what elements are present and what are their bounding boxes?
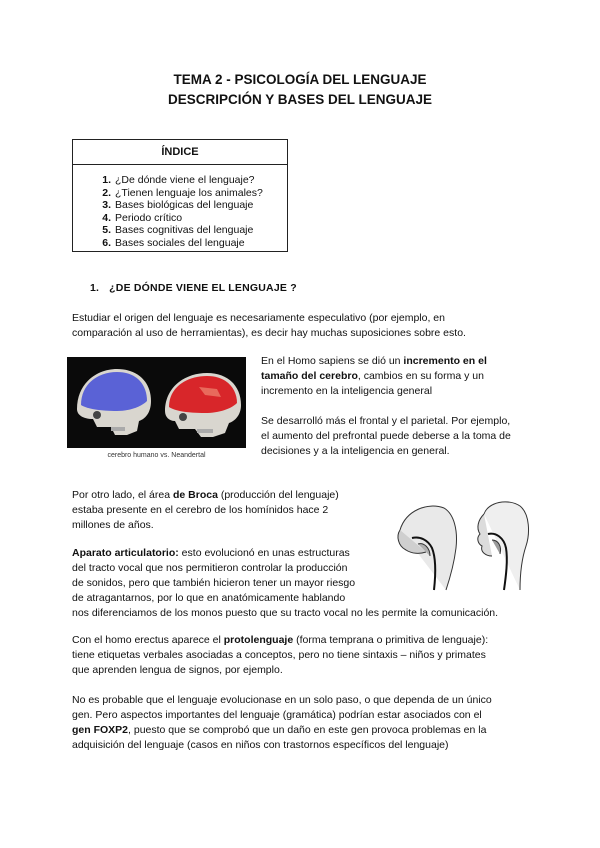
aparato-paragraph <box>72 546 498 621</box>
toc-item <box>93 237 287 250</box>
toc-item-text: Bases sociales del lenguaje <box>115 236 245 249</box>
toc-list <box>73 165 287 250</box>
toc-item-text: ¿De dónde viene el lenguaje? <box>115 174 255 186</box>
bold-run: Aparato articulatorio: <box>72 547 179 559</box>
text-line: de sonidos, pero que también hicieron tener un mayor riesgo <box>72 577 356 589</box>
bold-run: protolenguaje <box>223 634 294 646</box>
skull-comparison-image <box>67 357 246 448</box>
text-line: Se desarrolló más el frontal y el parietal. Por ejemplo, <box>261 415 511 427</box>
bold-run: tamaño del cerebro <box>261 370 358 382</box>
toc-item <box>93 224 287 237</box>
text-line: de atragantarnos, por lo que en anatómicamente hablando <box>72 592 346 604</box>
text-line: adquisición del lenguaje (casos en niños con trastornos específicos del lenguaje) <box>72 739 449 751</box>
text-line <box>72 633 488 648</box>
foxp2-paragraph <box>72 693 492 753</box>
toc-item <box>93 187 287 200</box>
intro-line: comparación al uso de herramientas), es decir hay muchas suposiciones sobre esto. <box>72 327 466 339</box>
toc-item-number: 6. <box>102 236 111 249</box>
intro-paragraph <box>72 311 466 341</box>
erectus-paragraph <box>72 633 488 678</box>
text-line <box>72 488 339 503</box>
text-line <box>261 369 487 384</box>
sapiens-paragraph <box>261 354 487 399</box>
text-run: Con el homo erectus aparece el <box>72 634 224 646</box>
toc-item-text: Bases cognitivas del lenguaje <box>115 224 254 237</box>
text-line: que aprenden lengua de signos, por ejemplo. <box>72 664 283 676</box>
title-line-1: TEMA 2 - PSICOLOGÍA DEL LENGUAJE <box>173 72 427 87</box>
text-line <box>72 546 498 561</box>
section-heading <box>90 282 297 294</box>
text-run: Por otro lado, el área <box>72 489 173 501</box>
toc-item <box>93 199 287 212</box>
toc-item-text: Periodo crítico <box>115 211 183 224</box>
table-of-contents <box>72 139 288 252</box>
toc-item-number: 2. <box>102 186 111 199</box>
broca-paragraph <box>72 488 339 533</box>
text-line: estaba presente en el cerebro de los homínidos hace 2 <box>72 504 329 516</box>
toc-item-number: 4. <box>102 211 111 224</box>
toc-item-number: 1. <box>102 174 111 186</box>
text-run: En el Homo sapiens se dió un <box>261 355 404 367</box>
text-line: gen. Pero aspectos importantes del lenguaje (gramática) podrían estar asociados con el <box>72 709 482 721</box>
text-line: del tracto vocal que nos permitieron controlar la producción <box>72 562 348 574</box>
toc-item-text: ¿Tienen lenguaje los animales? <box>115 186 263 199</box>
skulls-illustration <box>67 357 246 448</box>
text-line: tiene etiquetas verbales asociadas a conceptos, pero no tiene sintaxis – niños y primates <box>72 649 486 661</box>
text-run: esto evolucionó en unas estructuras <box>178 547 350 559</box>
intro-line: Estudiar el origen del lenguaje es necesariamente especulativo (por ejemplo, en <box>72 312 445 324</box>
toc-item <box>93 174 287 187</box>
toc-item-text: Bases biológicas del lenguaje <box>115 199 254 212</box>
text-line: decisiones y a la inteligencia en general. <box>261 445 450 457</box>
section-title: ¿DE DÓNDE VIENE EL LENGUAJE ? <box>109 282 297 294</box>
section-number: 1. <box>90 282 100 294</box>
bold-run: incremento en el <box>403 355 487 367</box>
text-line: nos diferenciamos de los monos puesto que su tracto vocal no les permite la comunicación. <box>72 607 499 619</box>
toc-heading: ÍNDICE <box>73 140 287 165</box>
text-run: (producción del lenguaje) <box>217 489 339 501</box>
toc-item-number: 3. <box>102 199 111 212</box>
text-line <box>72 723 492 738</box>
figure-caption: cerebro humano vs. Neandertal <box>107 452 206 459</box>
bold-run: gen FOXP2 <box>72 724 129 736</box>
text-line: millones de años. <box>72 519 154 531</box>
title-line-2: DESCRIPCIÓN Y BASES DEL LENGUAJE <box>167 92 433 107</box>
toc-item <box>93 212 287 225</box>
text-line <box>261 354 487 369</box>
text-run: (forma temprana o primitiva de lenguaje): <box>293 634 489 646</box>
text-run: , puesto que se comprobó que un daño en este gen provoca problemas en la <box>128 724 487 736</box>
bold-run: de Broca <box>172 489 218 501</box>
text-line: incremento en la inteligencia general <box>261 385 433 397</box>
text-line: No es probable que el lenguaje evolucionase en un solo paso, o que dependa de un único <box>72 694 492 706</box>
text-run: , cambios en su forma y un <box>357 370 484 382</box>
text-line: el aumento del prefrontal puede deberse a la toma de <box>261 430 511 442</box>
toc-item-number: 5. <box>102 224 111 237</box>
frontal-paragraph <box>261 414 511 459</box>
